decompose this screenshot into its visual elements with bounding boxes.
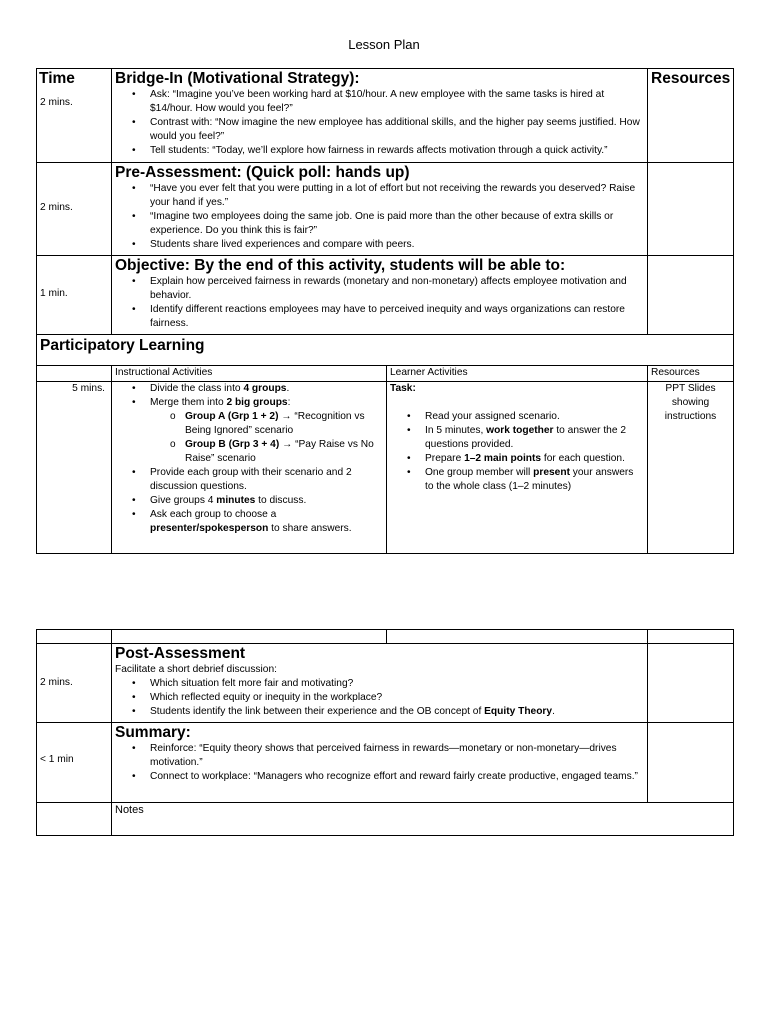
post-assessment-heading: Post-Assessment bbox=[115, 645, 246, 662]
participatory-heading-row bbox=[37, 335, 734, 366]
learner-activities-cell bbox=[387, 382, 648, 554]
list-item: • Explain how perceived fairness in rewards (monetary and non-monetary) affects employee motivation and behavior. bbox=[129, 275, 644, 303]
resources-cell bbox=[648, 256, 734, 335]
instructional-list bbox=[129, 382, 383, 536]
notes-row bbox=[37, 803, 734, 836]
list-item: • Students share lived experiences and compare with peers. bbox=[129, 238, 644, 252]
bridge-in-row bbox=[37, 69, 734, 163]
objective-list bbox=[129, 275, 644, 331]
post-assessment-intro: Facilitate a short debrief discussion: bbox=[115, 664, 277, 675]
column-header-row bbox=[37, 366, 734, 382]
learner-activities-header: Learner Activities bbox=[387, 366, 648, 382]
pre-assessment-heading: Pre-Assessment: (Quick poll: hands up) bbox=[115, 164, 410, 181]
empty-cell bbox=[648, 630, 734, 644]
bridge-in-list bbox=[129, 88, 644, 158]
time-cell bbox=[37, 163, 112, 256]
pre-assessment-list bbox=[129, 182, 644, 252]
time-header: Time bbox=[39, 70, 75, 87]
activities-time: 5 mins. bbox=[37, 382, 112, 554]
list-item: • Merge them into 2 big groups: o Group A (Grp 1 + 2) → “Recognition vs Being Ignored” scenario o Group B (Grp 3 + 4) → “Pay Raise vs No Raise” scenario bbox=[129, 396, 383, 466]
list-item: • Provide each group with their scenario and 2 discussion questions. bbox=[129, 466, 383, 494]
sub-list bbox=[169, 410, 383, 466]
time-cell bbox=[37, 69, 112, 163]
summary-cell bbox=[112, 723, 648, 803]
notes-cell bbox=[112, 803, 734, 836]
empty-cell bbox=[387, 630, 648, 644]
learner-list bbox=[404, 410, 644, 494]
empty-header-row bbox=[37, 630, 734, 644]
empty-cell bbox=[112, 630, 387, 644]
time-cell bbox=[37, 256, 112, 335]
instructional-activities-cell bbox=[112, 382, 387, 554]
list-item: • Prepare 1–2 main points for each question. bbox=[404, 452, 644, 466]
list-item: • Reinforce: “Equity theory shows that perceived fairness in rewards—monetary or non-monetary—drives motivation.” bbox=[129, 742, 644, 770]
list-item: • Tell students: “Today, we’ll explore how fairness in rewards affects motivation through a quick activity.” bbox=[129, 144, 644, 158]
pre-assessment-cell bbox=[112, 163, 648, 256]
summary-row bbox=[37, 723, 734, 803]
resources-cell bbox=[648, 163, 734, 256]
page-title: Lesson Plan bbox=[348, 37, 420, 52]
list-item: • In 5 minutes, work together to answer the 2 questions provided. bbox=[404, 424, 644, 452]
participatory-heading-cell bbox=[37, 335, 734, 366]
list-item: • Students identify the link between their experience and the OB concept of Equity Theory. bbox=[129, 705, 644, 719]
objective-time: 1 min. bbox=[40, 288, 68, 299]
list-item: • Divide the class into 4 groups. bbox=[129, 382, 383, 396]
instructional-activities-header: Instructional Activities bbox=[112, 366, 387, 382]
empty-cell bbox=[37, 366, 112, 382]
list-item: • Which situation felt more fair and motivating? bbox=[129, 677, 644, 691]
bridge-in-cell bbox=[112, 69, 648, 163]
list-item: • “Imagine two employees doing the same job. One is paid more than the other because of extra skills or experience. Do you think this is fair?” bbox=[129, 210, 644, 238]
participatory-heading: Participatory Learning bbox=[40, 337, 205, 354]
list-item: • Read your assigned scenario. bbox=[404, 410, 644, 424]
objective-heading: Objective: By the end of this activity, students will be able to: bbox=[115, 257, 566, 274]
summary-heading: Summary: bbox=[115, 724, 191, 741]
list-item: • “Have you ever felt that you were putting in a lot of effort but not receiving the rewards you deserved? Raise your hand if yes.” bbox=[129, 182, 644, 210]
resources-cell bbox=[648, 723, 734, 803]
lesson-plan-table-bottom bbox=[36, 629, 734, 836]
list-item: • Ask: “Imagine you’ve been working hard at $10/hour. A new employee with the same tasks is hired at $14/hour. How would you feel?” bbox=[129, 88, 644, 116]
time-cell bbox=[37, 723, 112, 803]
sub-list-item: o Group A (Grp 1 + 2) → “Recognition vs Being Ignored” scenario bbox=[169, 410, 383, 438]
post-assessment-list bbox=[129, 677, 644, 719]
empty-cell bbox=[37, 630, 112, 644]
list-item: • One group member will present your answers to the whole class (1–2 minutes) bbox=[404, 466, 644, 494]
post-assessment-cell bbox=[112, 644, 648, 723]
resources-header: Resources bbox=[651, 70, 731, 87]
summary-list bbox=[129, 742, 644, 784]
post-assessment-time: 2 mins. bbox=[40, 677, 73, 688]
task-label: Task: bbox=[390, 383, 416, 394]
pre-assessment-time: 2 mins. bbox=[40, 202, 73, 213]
bridge-in-heading: Bridge-In (Motivational Strategy): bbox=[115, 70, 360, 87]
objective-cell bbox=[112, 256, 648, 335]
resources-cell bbox=[648, 644, 734, 723]
empty-cell bbox=[37, 803, 112, 836]
list-item: • Ask each group to choose a presenter/spokesperson to share answers. bbox=[129, 508, 383, 536]
lesson-plan-table-top bbox=[36, 68, 734, 554]
list-item: • Contrast with: “Now imagine the new employee has additional skills, and the higher pay seems justified. How would you feel?” bbox=[129, 116, 644, 144]
resources-header-small: Resources bbox=[648, 366, 734, 382]
activities-resources-cell: PPT Slides showing instructions bbox=[648, 382, 734, 554]
list-item: • Connect to workplace: “Managers who recognize effort and reward fairly create productive, engaged teams.” bbox=[129, 770, 644, 784]
bridge-in-time: 2 mins. bbox=[40, 97, 73, 108]
list-item: • Which reflected equity or inequity in the workplace? bbox=[129, 691, 644, 705]
time-cell bbox=[37, 644, 112, 723]
list-item: • Give groups 4 minutes to discuss. bbox=[129, 494, 383, 508]
list-item: • Identify different reactions employees may have to perceived inequity and ways organizations can restore fairness. bbox=[129, 303, 644, 331]
pre-assessment-row bbox=[37, 163, 734, 256]
activities-row bbox=[37, 382, 734, 554]
post-assessment-row bbox=[37, 644, 734, 723]
resources-cell bbox=[648, 69, 734, 163]
objective-row bbox=[37, 256, 734, 335]
notes-label: Notes bbox=[115, 804, 144, 816]
summary-time: < 1 min bbox=[40, 754, 74, 765]
sub-list-item: o Group B (Grp 3 + 4) → “Pay Raise vs No Raise” scenario bbox=[169, 438, 383, 466]
